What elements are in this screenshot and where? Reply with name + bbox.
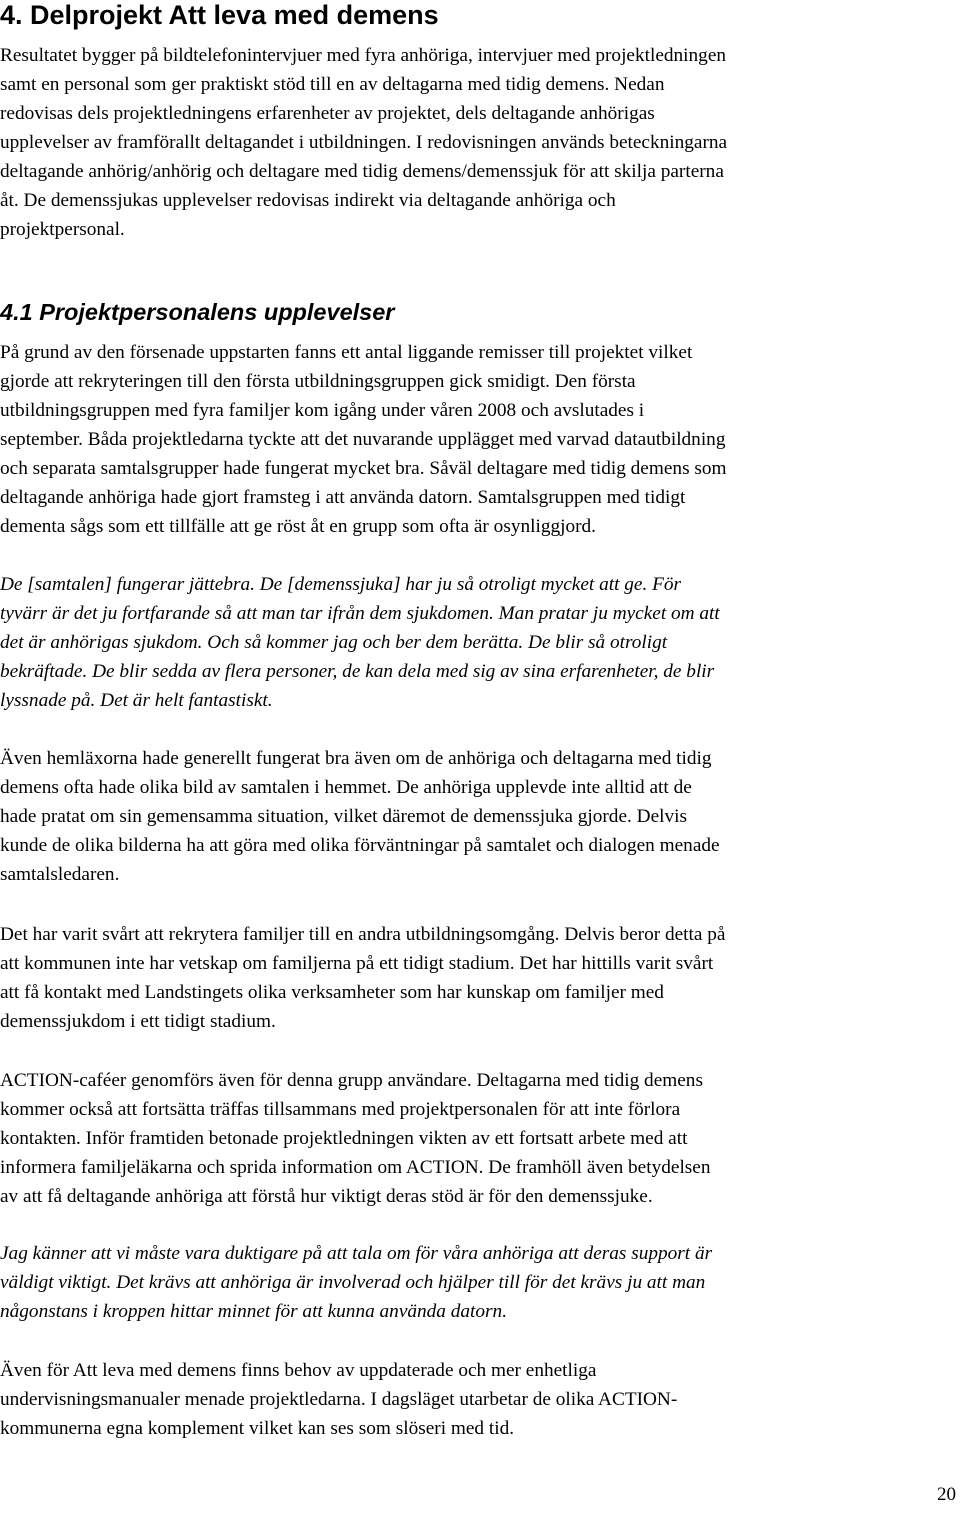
text-line: kommunerna egna komplement vilket kan ses som slöseri med tid. <box>0 1418 515 1439</box>
body-paragraph-3 <box>0 920 955 1036</box>
text-line: utbildningsgruppen med fyra familjer kom igång under våren 2008 och avslutades i <box>0 400 645 421</box>
body-paragraph-5 <box>0 1356 955 1443</box>
section-heading: 4. Delprojekt Att leva med demens <box>0 0 439 30</box>
body-paragraph-4 <box>0 1066 955 1211</box>
text-line: Resultatet bygger på bildtelefonintervjuer med fyra anhöriga, intervjuer med projektledningen <box>0 45 727 66</box>
text-line: och separata samtalsgrupper hade fungerat mycket bra. Såväl deltagare med tidig demens som <box>0 458 727 479</box>
text-line: deltagande anhörig/anhörig och deltagare med tidig demens/demenssjuk för att skilja parterna <box>0 161 724 182</box>
text-line: Även för Att leva med demens finns behov av uppdaterade och mer enhetliga <box>0 1360 597 1381</box>
text-line: någonstans i kroppen hittar minnet för att kunna använda datorn. <box>0 1301 508 1322</box>
quote-block-2 <box>0 1239 955 1326</box>
text-line: kontakten. Inför framtiden betonade projektledningen vikten av ett fortsatt arbete med att <box>0 1128 688 1149</box>
text-line: demens ofta hade olika bild av samtalen i hemmet. De anhöriga upplevde inte alltid att de <box>0 777 692 798</box>
text-line: tyvärr är det ju fortfarande så att man tar ifrån dem sjukdomen. Man pratar ju mycket om att <box>0 603 720 624</box>
intro-paragraph <box>0 41 955 244</box>
text-line: bekräftade. De blir sedda av flera personer, de kan dela med sig av sina erfarenheter, de blir <box>0 661 715 682</box>
page-number: 20 <box>937 1484 956 1505</box>
text-line: att få kontakt med Landstingets olika verksamheter som har kunskap om familjer med <box>0 982 664 1003</box>
text-line: dementa sågs som ett tillfälle att ge röst åt en grupp som ofta är osynliggjord. <box>0 516 596 537</box>
text-line: lyssnade på. Det är helt fantastiskt. <box>0 690 273 711</box>
text-line: hade pratat om sin gemensamma situation, vilket däremot de demenssjuka gjorde. Delvis <box>0 806 687 827</box>
text-line: På grund av den försenade uppstarten fanns ett antal liggande remisser till projektet vilket <box>0 342 693 363</box>
body-paragraph-2 <box>0 744 955 889</box>
text-line: projektpersonal. <box>0 219 125 240</box>
text-line: kunde de olika bilderna ha att göra med olika förväntningar på samtalet och dialogen menade <box>0 835 720 856</box>
text-line: demenssjukdom i ett tidigt stadium. <box>0 1011 276 1032</box>
text-line: åt. De demenssjukas upplevelser redovisas indirekt via deltagande anhöriga och <box>0 190 616 211</box>
text-line: av att få deltagande anhöriga att förstå hur viktigt deras stöd är för den demenssjuke. <box>0 1186 653 1207</box>
text-line: väldigt viktigt. Det krävs att anhöriga är involverad och hjälper till för det krävs ju att man <box>0 1272 706 1293</box>
text-line: september. Båda projektledarna tyckte att det nuvarande upplägget med varvad datautbildning <box>0 429 726 450</box>
text-line: kommer också att fortsätta träffas tillsammans med projektpersonalen för att inte förlora <box>0 1099 681 1120</box>
text-line: Även hemläxorna hade generellt fungerat bra även om de anhöriga och deltagarna med tidig <box>0 748 712 769</box>
text-line: De [samtalen] fungerar jättebra. De [demenssjuka] har ju så otroligt mycket att ge. För <box>0 574 682 595</box>
text-line: gjorde att rekryteringen till den första utbildningsgruppen gick smidigt. Den första <box>0 371 636 392</box>
text-line: redovisas dels projektledningens erfarenheter av projektet, dels deltagande anhörigas <box>0 103 655 124</box>
text-line: Det har varit svårt att rekrytera familjer till en andra utbildningsomgång. Delvis beror detta på <box>0 924 726 945</box>
text-line: undervisningsmanualer menade projektledarna. I dagsläget utarbetar de olika ACTION- <box>0 1389 678 1410</box>
text-line: deltagande anhöriga hade gjort framsteg i att använda datorn. Samtalsgruppen med tidigt <box>0 487 686 508</box>
text-line: upplevelser av framförallt deltagandet i utbildningen. I redovisningen används beteckningarna <box>0 132 728 153</box>
subsection-heading: 4.1 Projektpersonalens upplevelser <box>0 299 395 325</box>
text-line: ACTION-caféer genomförs även för denna grupp användare. Deltagarna med tidig demens <box>0 1070 703 1091</box>
text-line: samt en personal som ger praktiskt stöd till en av deltagarna med tidig demens. Nedan <box>0 74 665 95</box>
text-line: det är anhörigas sjukdom. Och så kommer jag och ber dem berätta. De blir så otroligt <box>0 632 668 653</box>
text-line: att kommunen inte har vetskap om familjerna på ett tidigt stadium. Det har hittills varit svårt <box>0 953 714 974</box>
body-paragraph-1 <box>0 338 955 541</box>
quote-block-1 <box>0 570 955 715</box>
text-line: Jag känner att vi måste vara duktigare på att tala om för våra anhöriga att deras support är <box>0 1243 713 1264</box>
text-line: samtalsledaren. <box>0 864 120 885</box>
text-line: informera familjeläkarna och sprida information om ACTION. De framhöll även betydelsen <box>0 1157 711 1178</box>
